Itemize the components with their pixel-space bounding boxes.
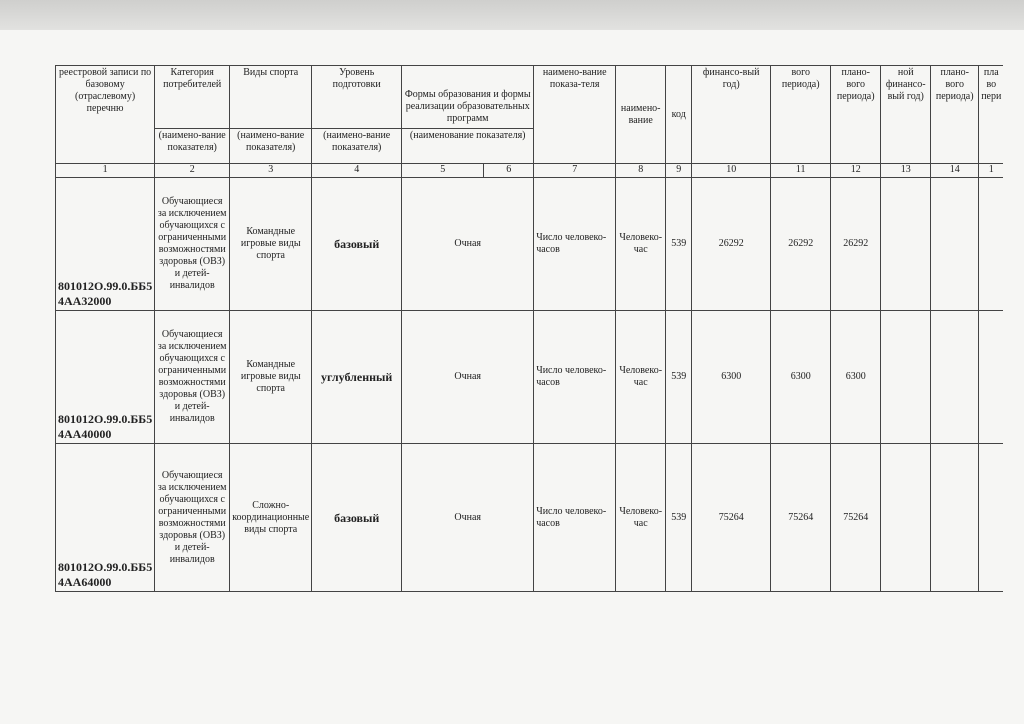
column-number: 1 [56, 164, 155, 178]
value-col15 [979, 178, 1004, 311]
scan-top-band [0, 0, 1024, 30]
sport: Командные игровые виды спорта [230, 311, 312, 444]
registry-code: 801012О.99.0.ББ5 4АА32000 [56, 178, 155, 311]
header-forms: Формы образования и формы реализации образовательных программ [402, 66, 534, 129]
level: базовый [312, 444, 402, 592]
unit: Человеко-час [616, 444, 666, 592]
sport: Командные игровые виды спорта [230, 178, 312, 311]
column-number: 12 [831, 164, 881, 178]
header-registry-number: реестровой записи по базовому (отраслевому) перечню [56, 66, 155, 164]
header-indicator-name: наимено-вание показа-теля [534, 66, 616, 164]
value-col11: 6300 [771, 311, 831, 444]
subheader-level: (наимено-вание показателя) [312, 129, 402, 164]
form: Очная [402, 311, 534, 444]
registry-code: 801012О.99.0.ББ5 4АА40000 [56, 311, 155, 444]
value-col12: 26292 [831, 178, 881, 311]
header-col14: плано-вого периода) [931, 66, 979, 164]
header-col10: финансо-вый год) [692, 66, 771, 164]
services-table [55, 65, 1003, 592]
subheader-forms: (наименование показателя) [402, 129, 534, 164]
value-col10: 75264 [692, 444, 771, 592]
header-level: Уровень подготовки [312, 66, 402, 129]
header-col13: ной финансо-вый год) [881, 66, 931, 164]
column-number: 9 [666, 164, 692, 178]
column-number: 7 [534, 164, 616, 178]
header-sport: Виды спорта [230, 66, 312, 129]
value-col14 [931, 444, 979, 592]
value-col15 [979, 444, 1004, 592]
column-number: 6 [484, 164, 534, 178]
column-number: 8 [616, 164, 666, 178]
category: Обучающиеся за исключением обучающихся с ограниченными возможностями здоровья (ОВЗ) и детей-инвалидов [155, 444, 230, 592]
header-category: Категория потребителей [155, 66, 230, 129]
column-number: 4 [312, 164, 402, 178]
column-number: 14 [931, 164, 979, 178]
column-number: 3 [230, 164, 312, 178]
value-col14 [931, 311, 979, 444]
registry-code: 801012О.99.0.ББ5 4АА64000 [56, 444, 155, 592]
column-numbers-row [56, 164, 1004, 178]
unit-code: 539 [666, 311, 692, 444]
column-number: 1 [979, 164, 1004, 178]
unit: Человеко-час [616, 311, 666, 444]
level: базовый [312, 178, 402, 311]
value-col15 [979, 311, 1004, 444]
header-col15: пла во пери [979, 66, 1004, 164]
level: углубленный [312, 311, 402, 444]
unit-code: 539 [666, 444, 692, 592]
value-col14 [931, 178, 979, 311]
value-col11: 75264 [771, 444, 831, 592]
subheader-sport: (наимено-вание показателя) [230, 129, 312, 164]
category: Обучающиеся за исключением обучающихся с ограниченными возможностями здоровья (ОВЗ) и детей-инвалидов [155, 311, 230, 444]
header-col12: плано-вого периода) [831, 66, 881, 164]
header-unit-name: наимено-вание [616, 66, 666, 164]
header-unit-code: код [666, 66, 692, 164]
value-col13 [881, 178, 931, 311]
column-number: 11 [771, 164, 831, 178]
value-col12: 75264 [831, 444, 881, 592]
value-col11: 26292 [771, 178, 831, 311]
value-col10: 6300 [692, 311, 771, 444]
category: Обучающиеся за исключением обучающихся с ограниченными возможностями здоровья (ОВЗ) и детей-инвалидов [155, 178, 230, 311]
column-number: 13 [881, 164, 931, 178]
unit: Человеко-час [616, 178, 666, 311]
indicator: Число человеко-часов [534, 178, 616, 311]
value-col13 [881, 444, 931, 592]
table-row [56, 311, 1004, 444]
column-number: 5 [402, 164, 484, 178]
value-col13 [881, 311, 931, 444]
table-row [56, 178, 1004, 311]
indicator: Число человеко-часов [534, 311, 616, 444]
header-col11: вого периода) [771, 66, 831, 164]
value-col10: 26292 [692, 178, 771, 311]
sport: Сложно-координационные виды спорта [230, 444, 312, 592]
form: Очная [402, 444, 534, 592]
form: Очная [402, 178, 534, 311]
table-row [56, 444, 1004, 592]
indicator: Число человеко-часов [534, 444, 616, 592]
unit-code: 539 [666, 178, 692, 311]
column-number: 2 [155, 164, 230, 178]
subheader-category: (наимено-вание показателя) [155, 129, 230, 164]
value-col12: 6300 [831, 311, 881, 444]
column-number: 10 [692, 164, 771, 178]
